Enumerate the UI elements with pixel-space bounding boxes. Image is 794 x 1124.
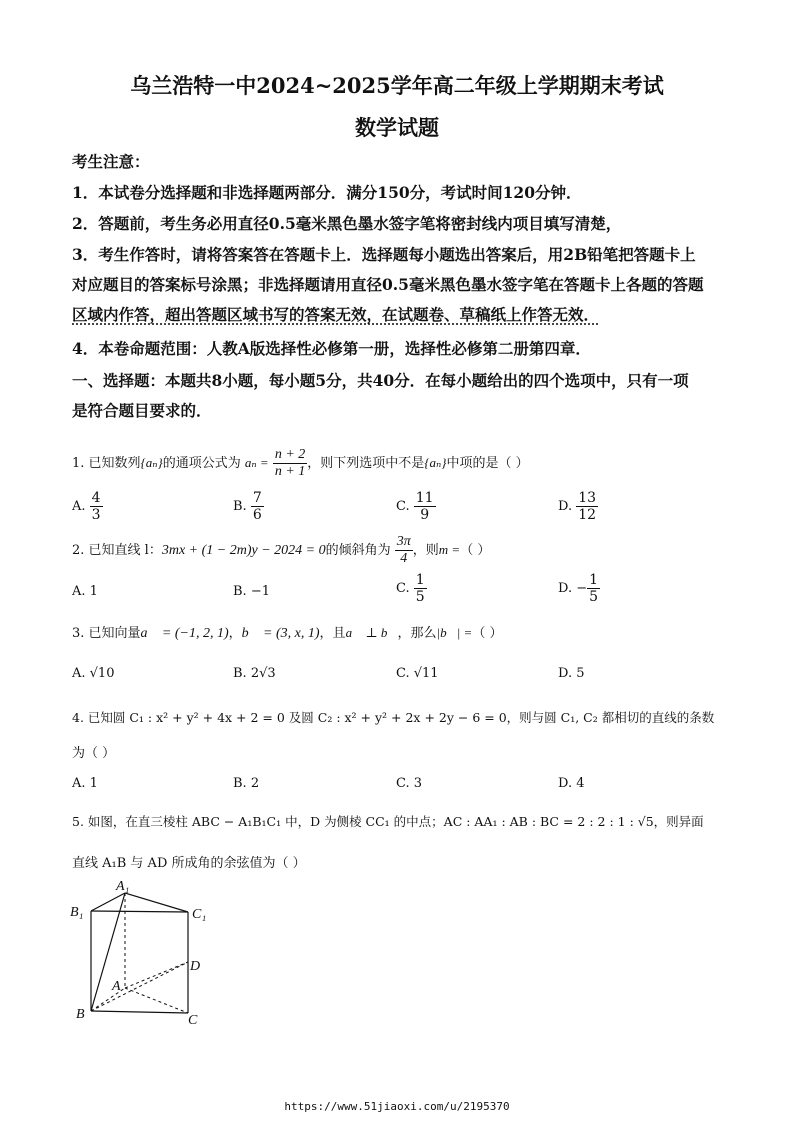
- section-heading: 一、选择题：本题共8小题，每小题5分，共40分．在每小题给出的四个选项中，只有一项: [72, 371, 689, 390]
- q2-text: 的倾斜角为: [325, 543, 391, 558]
- q2-fraction: [395, 534, 413, 567]
- q1-seq: {aₙ}: [424, 455, 447, 470]
- q2-frac-num: 3π: [395, 534, 413, 551]
- label-b: B: [76, 1007, 85, 1022]
- q1-frac-num: n + 2: [273, 447, 307, 464]
- question-5-cont: 直线 A₁B 与 AD 所成角的余弦值为（ ）: [72, 856, 306, 871]
- label-c1: C₁: [192, 907, 207, 922]
- q1-option-b[interactable]: [233, 490, 264, 523]
- q1-text: ，则下列选项中不是: [307, 456, 425, 471]
- option-label: D.: [558, 499, 573, 515]
- option-label: D. −: [558, 581, 588, 597]
- q4-option-a[interactable]: A. 1: [72, 776, 98, 791]
- prism-figure: [64, 876, 224, 1026]
- q1-fraction: [273, 447, 307, 480]
- q1-text: 1. 已知数列: [72, 456, 141, 471]
- label-d: D: [190, 959, 201, 974]
- option-label: C.: [396, 499, 410, 515]
- option-label: A.: [72, 499, 86, 515]
- option-label: C.: [396, 581, 410, 597]
- q3-abs: |b⃗| =: [436, 625, 473, 640]
- q4-option-d[interactable]: D. 4: [558, 776, 585, 791]
- question-1: [72, 440, 529, 487]
- edge-a1c1: [125, 893, 188, 912]
- frac-num: 4: [91, 490, 101, 506]
- edge-ac-hidden: [125, 988, 188, 1013]
- q2-equation: 3mx + (1 − 2m)y − 2024 = 0: [161, 543, 326, 558]
- frac-num: 7: [252, 490, 262, 506]
- footer-url: https://www.51jiaoxi.com/u/2195370: [284, 1100, 510, 1113]
- frac-num: 1: [589, 572, 599, 588]
- notice-item: 1．本试卷分选择题和非选择题两部分．满分150分，考试时间120分钟．: [72, 183, 582, 202]
- q3-text: （ ）: [472, 626, 503, 641]
- q3-text: ，且: [319, 626, 346, 641]
- segment-bd-hidden: [91, 962, 188, 1011]
- exam-title: 乌兰浩特一中2024~2025学年高二年级上学期期末考试: [130, 73, 664, 98]
- option-fraction: [414, 490, 436, 523]
- q2-option-d[interactable]: [558, 572, 600, 605]
- question-4: 4. 已知圆 C₁ : x² + y² + 4x + 2 = 0 及圆 C₂ : x² + y² + 2x + 2y − 6 = 0，则与圆 C₁, C₂ 都相切的直线的条数: [72, 710, 715, 725]
- q1-seq: {aₙ}: [140, 455, 163, 470]
- notice-item: 3．考生作答时，请将答案答在答题卡上．选择题每小题选出答案后，用2B铅笔把答题卡上: [72, 245, 696, 264]
- q3-text: ，那么: [397, 626, 437, 641]
- option-fraction: [576, 490, 598, 523]
- notice-heading: 考生注意：: [72, 152, 150, 171]
- option-label: B.: [233, 499, 247, 515]
- q3-vector-b: b⃗ = (3, x, 1): [241, 626, 320, 641]
- q2-text: ，则: [412, 543, 439, 558]
- notice-item: 对应题目的答案标号涂黑；非选择题请用直径0.5毫米黑色墨水签字笔在答题卡上各题的答题: [72, 275, 704, 294]
- q1-formula-lhs: aₙ =: [244, 455, 269, 470]
- option-fraction: [414, 572, 427, 605]
- frac-num: 11: [415, 490, 434, 506]
- q3-perp: a⃗ ⊥ b⃗: [345, 625, 398, 640]
- label-a1: A₁: [116, 879, 130, 894]
- frac-den: 3: [91, 507, 101, 524]
- q1-option-d[interactable]: [558, 490, 598, 523]
- notice-item: 2．答题前，考生务必用直径0.5毫米黑色墨水签字笔将密封线内项目填写清楚，: [72, 214, 622, 233]
- question-4-cont: 为（ ）: [72, 746, 116, 761]
- q3-vector-a: a⃗ = (−1, 2, 1): [140, 626, 229, 641]
- label-a: A: [112, 979, 121, 994]
- q2-frac-den: 4: [400, 551, 408, 566]
- label-c: C: [188, 1013, 198, 1026]
- q1-option-a[interactable]: [72, 490, 103, 523]
- frac-num: 1: [415, 572, 425, 588]
- q1-text: 中项的是（ ）: [446, 456, 529, 471]
- edge-bc: [91, 1011, 188, 1013]
- section-heading-cont: 是符合题目要求的．: [72, 401, 212, 420]
- q3-option-a[interactable]: A. √10: [72, 666, 115, 681]
- question-3: 3. 已知向量a⃗ = (−1, 2, 1)，b⃗ = (3, x, 1)，且a⃗ ⊥ b⃗，那么|b⃗| =（ ）: [72, 625, 503, 641]
- q1-frac-den: n + 1: [274, 464, 306, 479]
- question-2: [72, 530, 490, 571]
- frac-den: 9: [420, 507, 430, 524]
- frac-num: 13: [578, 490, 597, 506]
- question-5: 5. 如图，在直三棱柱 ABC − A₁B₁C₁ 中，D 为侧棱 CC₁ 的中点；AC : AA₁ : AB : BC = 2 : 2 : 1 : √5，则异面: [72, 814, 704, 829]
- q1-option-c[interactable]: [396, 490, 436, 523]
- option-fraction: [90, 490, 103, 523]
- frac-den: 5: [415, 589, 425, 606]
- q2-option-c[interactable]: [396, 572, 427, 605]
- q3-option-d[interactable]: D. 5: [558, 666, 585, 681]
- label-b1: B₁: [70, 905, 84, 920]
- notice-item: 4．本卷命题范围：人教A版选择性必修第一册，选择性必修第二册第四章．: [72, 339, 591, 358]
- q2-option-b[interactable]: B. −1: [233, 584, 270, 599]
- edge-b1c1: [91, 911, 188, 912]
- exam-subtitle: 数学试题: [355, 115, 439, 140]
- q1-text: 的通项公式为: [162, 456, 241, 471]
- q3-option-b[interactable]: B. 2√3: [233, 666, 276, 681]
- q3-text: 3. 已知向量: [72, 626, 141, 641]
- edge-b1a1: [91, 893, 125, 911]
- notice-item: 区域内作答，超出答题区域书写的答案无效，在试题卷、草稿纸上作答无效．: [72, 305, 600, 324]
- q2-text: 2. 已知直线 l：: [72, 543, 162, 558]
- frac-den: 6: [252, 507, 262, 524]
- q2-text: （ ）: [460, 543, 491, 558]
- frac-den: 12: [578, 507, 597, 524]
- q2-m: m =: [438, 542, 461, 557]
- option-fraction: [251, 490, 264, 523]
- q2-option-a[interactable]: A. 1: [72, 584, 98, 599]
- q4-option-c[interactable]: C. 3: [396, 776, 423, 791]
- q4-option-b[interactable]: B. 2: [233, 776, 260, 791]
- segment-ad-hidden: [125, 962, 188, 988]
- frac-den: 5: [589, 589, 599, 606]
- q3-option-c[interactable]: C. √11: [396, 666, 439, 681]
- option-fraction: [587, 572, 600, 605]
